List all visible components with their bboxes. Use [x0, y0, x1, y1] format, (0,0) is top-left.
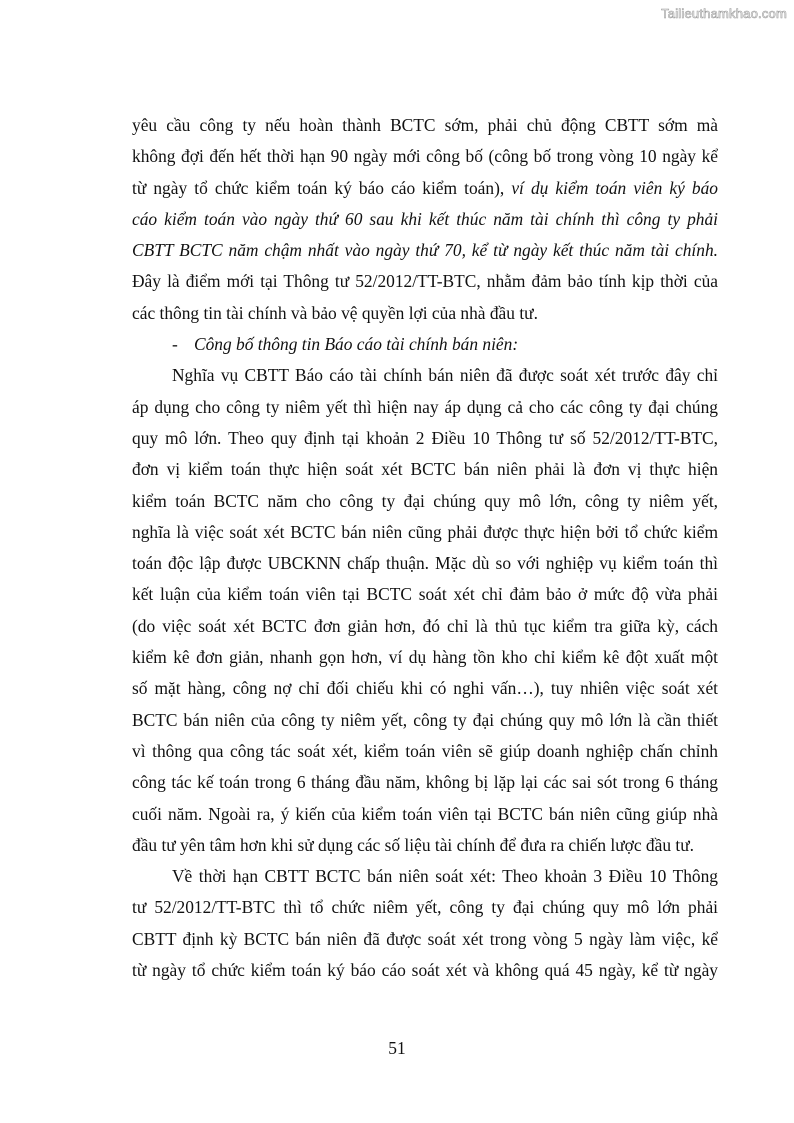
text-line: quy mô lớn. Theo quy định tại khoản 2 Điều 10 Thông tư số 52/2012/TT-BTC,	[132, 427, 718, 448]
text-line: áp dụng cho công ty niêm yết thì hiện nay áp dụng cả cho các công ty đại chúng	[132, 396, 718, 417]
paragraph-first-line: Nghĩa vụ CBTT Báo cáo tài chính bán niên đã được soát xét trước đây chỉ	[172, 365, 718, 386]
text-line: công tác kế toán trong 6 tháng đầu năm, không bị lặp lại các sai sót trong 6 tháng	[132, 772, 718, 793]
text-line: từ ngày tổ chức kiểm toán ký báo cáo soát xét và không quá 45 ngày, kể từ ngày	[132, 960, 718, 981]
text-line: kiểm kê đơn giản, nhanh gọn hơn, ví dụ hàng tồn kho chỉ kiểm kê đột xuất một	[132, 647, 718, 668]
bullet-dash: -	[172, 334, 178, 355]
text-line: đơn vị kiểm toán thực hiện soát xét BCTC bán niên phải là đơn vị thực hiện	[132, 459, 718, 480]
text-line: vì thông qua công tác soát xét, kiểm toán viên sẽ giúp doanh nghiệp chấn chỉnh	[132, 740, 718, 761]
text-line: không đợi đến hết thời hạn 90 ngày mới công bố (công bố trong vòng 10 ngày kể	[132, 146, 718, 167]
text-line: yêu cầu công ty nếu hoàn thành BCTC sớm, phải chủ động CBTT sớm mà	[132, 115, 718, 135]
text-line: nghĩa là việc soát xét BCTC bán niên cũng phải được thực hiện bởi tổ chức kiểm	[132, 521, 718, 542]
document-body	[132, 110, 718, 986]
text-line: tư 52/2012/TT-BTC thì tổ chức niêm yết, công ty đại chúng quy mô lớn phải	[132, 897, 718, 918]
text-line: đầu tư yên tâm hơn khi sử dụng các số liệu tài chính để đưa ra chiến lược đầu tư.	[132, 834, 694, 855]
text-line: các thông tin tài chính và bảo vệ quyền lợi của nhà đầu tư.	[132, 302, 538, 323]
page-number: 51	[388, 1038, 406, 1058]
italic-example-text: ví dụ kiểm toán viên ký báo	[511, 177, 719, 198]
text-line: kiểm toán BCTC năm cho công ty đại chúng quy mô lớn, công ty niêm yết,	[132, 490, 718, 511]
text-line: số mặt hàng, công nợ chỉ đối chiếu khi có nghi vấn…), tuy nhiên việc soát xét	[132, 678, 718, 699]
text-line: kết luận của kiểm toán viên tại BCTC soát xét chỉ đảm bảo ở mức độ vừa phải	[132, 584, 718, 605]
watermark-text: Tailieuthamkhao.com	[661, 6, 787, 21]
text-line	[132, 173, 718, 204]
text-line: (do việc soát xét BCTC đơn giản hơn, đó chỉ là thủ tục kiểm tra giữa kỳ, cách	[132, 615, 718, 636]
section-heading-line	[132, 329, 718, 360]
text-line: Đây là điểm mới tại Thông tư 52/2012/TT-BTC, nhằm đảm bảo tính kịp thời của	[132, 271, 718, 292]
section-heading: Công bố thông tin Báo cáo tài chính bán niên:	[194, 334, 519, 355]
text-line: cuối năm. Ngoài ra, ý kiến của kiểm toán viên tại BCTC bán niên cũng giúp nhà	[132, 803, 718, 824]
text-line: BCTC bán niên của công ty niêm yết, công ty đại chúng quy mô lớn là cần thiết	[132, 709, 718, 730]
paragraph-first-line: Về thời hạn CBTT BCTC bán niên soát xét: Theo khoản 3 Điều 10 Thông	[172, 866, 718, 887]
italic-text-line: cáo kiểm toán vào ngày thứ 60 sau khi kết thúc năm tài chính thì công ty phải	[132, 208, 718, 229]
text-segment: từ ngày tổ chức kiểm toán ký báo cáo kiểm toán),	[132, 177, 505, 198]
text-line: toán độc lập được UBCKNN chấp thuận. Mặc dù so với nghiệp vụ kiểm toán thì	[132, 553, 718, 574]
text-line: CBTT định kỳ BCTC bán niên đã được soát xét trong vòng 5 ngày làm việc, kể	[132, 928, 718, 949]
italic-text-line: CBTT BCTC năm chậm nhất vào ngày thứ 70, kể từ ngày kết thúc năm tài chính.	[132, 240, 718, 261]
